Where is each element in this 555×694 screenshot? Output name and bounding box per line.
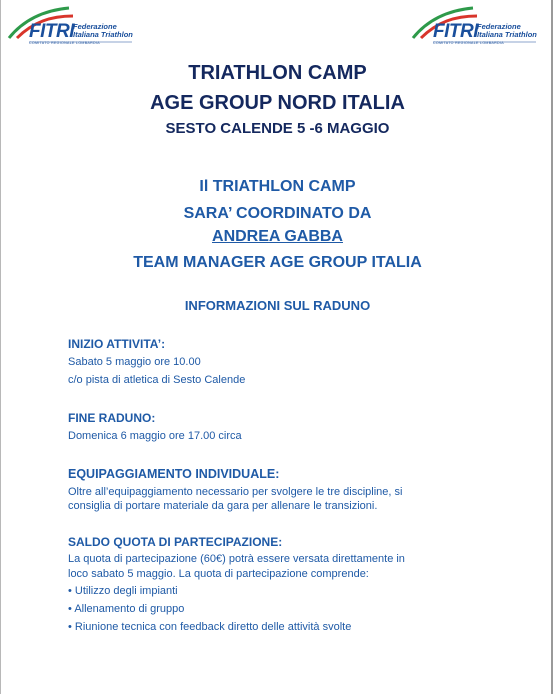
- fitri-logo-right: [411, 4, 551, 54]
- fee-item: • Allenamento di gruppo: [68, 603, 184, 615]
- coordinator-name: ANDREA GABBA: [212, 228, 343, 245]
- equipment-line-1: Oltre all’equipaggiamento necessario per svolgere le tre discipline, si: [68, 486, 403, 498]
- title-line-3: SESTO CALENDE 5 -6 MAGGIO: [165, 120, 390, 137]
- title-line-1: TRIATHLON CAMP: [188, 62, 367, 84]
- coordinator-role: TEAM MANAGER AGE GROUP ITALIA: [133, 254, 422, 271]
- fitri-logo-left: [7, 4, 147, 54]
- logo-brand: FITRI: [29, 21, 74, 42]
- info-heading: INFORMAZIONI SUL RADUNO: [184, 298, 371, 313]
- start-line-2: c/o pista di atletica di Sesto Calende: [68, 374, 246, 386]
- logo-subtitle: COMITATO REGIONALE LOMBARDIA: [29, 41, 100, 45]
- fee-heading: SALDO QUOTA DI PARTECIPAZIONE:: [68, 535, 283, 549]
- fee-line-1: La quota di partecipazione (60€) potrà essere versata direttamente in: [68, 553, 405, 565]
- start-line-1: Sabato 5 maggio ore 10.00: [68, 356, 201, 368]
- end-line-1: Domenica 6 maggio ore 17.00 circa: [68, 430, 242, 442]
- fee-item: • Utilizzo degli impianti: [68, 585, 178, 597]
- equipment-heading: EQUIPAGGIAMENTO INDIVIDUALE:: [68, 467, 280, 481]
- end-heading: FINE RADUNO:: [68, 411, 156, 425]
- equipment-line-2: consiglia di portare materiale da gara per allenare le transizioni.: [68, 500, 378, 512]
- fee-item: • Riunione tecnica con feedback diretto delle attività svolte: [68, 621, 351, 633]
- fee-line-2: loco sabato 5 maggio. La quota di partecipazione comprende:: [68, 568, 369, 580]
- coordinator-line-2: SARA’ COORDINATO DA: [183, 205, 372, 222]
- logo-federation-text: Federazione Italiana Triathlon: [477, 22, 537, 39]
- coordinator-line-1: Il TRIATHLON CAMP: [199, 178, 356, 195]
- logo-subtitle: COMITATO REGIONALE LOMBARDIA: [433, 41, 504, 45]
- title-line-2: AGE GROUP NORD ITALIA: [150, 92, 405, 114]
- logo-federation-text: Federazione Italiana Triathlon: [73, 22, 133, 39]
- start-heading: INIZIO ATTIVITA’:: [68, 337, 166, 351]
- logo-brand: FITRI: [433, 21, 478, 42]
